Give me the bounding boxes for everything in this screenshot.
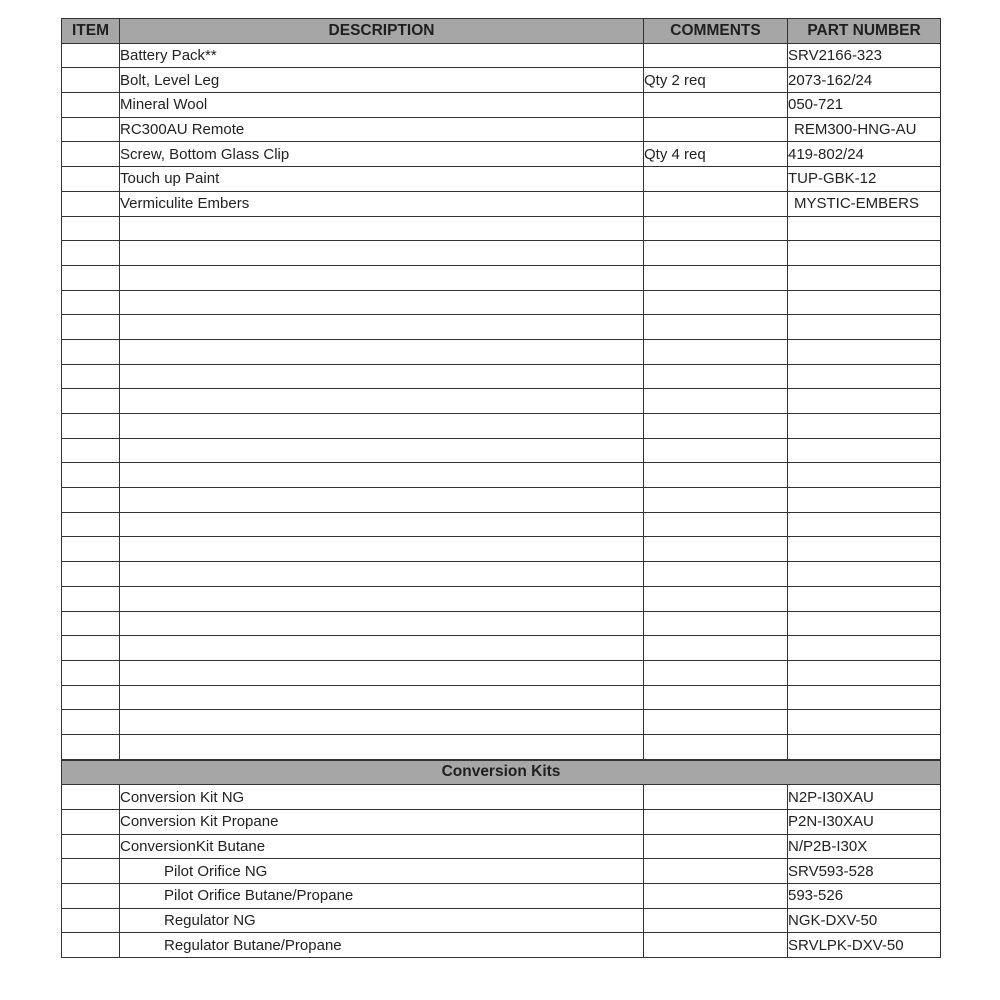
comments-cell [644,339,788,364]
comments-cell [644,167,788,192]
part-number-cell [788,216,941,241]
part-number-cell [788,438,941,463]
item-cell [62,167,120,192]
part-number-cell: TUP-GBK-12 [788,167,941,192]
item-cell [62,191,120,216]
item-cell [62,142,120,167]
comments-cell [644,290,788,315]
item-cell [62,660,120,685]
part-number-cell [788,660,941,685]
comments-cell [644,488,788,513]
item-cell [62,339,120,364]
empty-row [62,586,941,611]
comments-cell [644,438,788,463]
comments-cell [644,859,788,884]
description-cell [120,216,644,241]
description-cell [120,586,644,611]
section-header-row [62,760,941,785]
item-cell [62,93,120,118]
empty-row [62,364,941,389]
comments-cell [644,810,788,835]
comments-cell [644,463,788,488]
item-cell [62,117,120,142]
part-number-cell: 2073-162/24 [788,68,941,93]
description-cell: Vermiculite Embers [120,191,644,216]
item-cell [62,241,120,266]
table-row [62,167,941,192]
comments-cell [644,636,788,661]
item-cell [62,933,120,958]
comments-cell [644,685,788,710]
description-cell: Bolt, Level Leg [120,68,644,93]
description-cell: RC300AU Remote [120,117,644,142]
comments-cell [644,537,788,562]
part-number-cell [788,488,941,513]
item-cell [62,859,120,884]
comments-cell [644,265,788,290]
comments-cell [644,414,788,439]
comments-cell [644,734,788,759]
description-cell: Touch up Paint [120,167,644,192]
item-cell [62,414,120,439]
description-cell: Conversion Kit NG [120,785,644,810]
part-number-cell [788,586,941,611]
description-cell: Mineral Wool [120,93,644,118]
part-number-cell [788,537,941,562]
section-title: Conversion Kits [62,760,941,785]
empty-row [62,562,941,587]
empty-row [62,438,941,463]
part-number-cell: NGK-DXV-50 [788,908,941,933]
table-row [62,117,941,142]
part-number-cell [788,710,941,735]
part-number-cell [788,364,941,389]
part-number-cell: REM300-HNG-AU [788,117,941,142]
description-cell: Conversion Kit Propane [120,810,644,835]
description-cell [120,265,644,290]
part-number-cell [788,241,941,266]
description-cell [120,290,644,315]
part-number-cell [788,339,941,364]
description-cell: Pilot Orifice Butane/Propane [120,884,644,909]
item-cell [62,438,120,463]
table-row [62,93,941,118]
description-cell [120,241,644,266]
description-cell [120,315,644,340]
empty-row [62,710,941,735]
comments-cell [644,93,788,118]
description-cell [120,734,644,759]
empty-row [62,290,941,315]
description-cell [120,562,644,587]
description-cell: Regulator Butane/Propane [120,933,644,958]
part-number-cell [788,290,941,315]
item-cell [62,537,120,562]
empty-row [62,389,941,414]
comments-cell [644,241,788,266]
header-item: ITEM [62,19,120,44]
comments-cell [644,908,788,933]
description-cell: Screw, Bottom Glass Clip [120,142,644,167]
empty-row [62,537,941,562]
comments-cell [644,710,788,735]
description-cell [120,710,644,735]
table-row [62,68,941,93]
item-cell [62,908,120,933]
part-number-cell [788,463,941,488]
description-cell [120,389,644,414]
item-cell [62,562,120,587]
item-cell [62,785,120,810]
comments-cell [644,216,788,241]
item-cell [62,734,120,759]
empty-row [62,241,941,266]
comments-cell [644,562,788,587]
comments-cell: Qty 4 req [644,142,788,167]
empty-row [62,660,941,685]
description-cell [120,537,644,562]
part-number-cell [788,315,941,340]
header-description: DESCRIPTION [120,19,644,44]
comments-cell [644,785,788,810]
table-row [62,43,941,68]
description-cell: Battery Pack** [120,43,644,68]
item-cell [62,463,120,488]
table-row [62,834,941,859]
comments-cell [644,43,788,68]
header-part-number: PART NUMBER [788,19,941,44]
comments-cell [644,315,788,340]
part-number-cell [788,685,941,710]
item-cell [62,810,120,835]
description-cell [120,364,644,389]
part-number-cell [788,611,941,636]
table-row [62,859,941,884]
part-number-cell: P2N-I30XAU [788,810,941,835]
empty-row [62,611,941,636]
item-cell [62,512,120,537]
comments-cell [644,884,788,909]
empty-row [62,685,941,710]
description-cell [120,660,644,685]
item-cell [62,265,120,290]
part-number-cell: N2P-I30XAU [788,785,941,810]
description-cell [120,463,644,488]
empty-row [62,339,941,364]
conversion-kits-section [62,760,941,958]
empty-row [62,315,941,340]
item-cell [62,43,120,68]
table-row [62,785,941,810]
parts-table [61,18,941,958]
table-row [62,142,941,167]
part-number-cell [788,636,941,661]
table-row [62,908,941,933]
item-cell [62,586,120,611]
description-cell: Pilot Orifice NG [120,859,644,884]
empty-row [62,216,941,241]
description-cell [120,488,644,513]
part-number-cell: SRV593-528 [788,859,941,884]
item-cell [62,611,120,636]
description-cell [120,636,644,661]
description-cell [120,438,644,463]
item-cell [62,389,120,414]
comments-cell [644,611,788,636]
description-cell: ConversionKit Butane [120,834,644,859]
table-row [62,884,941,909]
part-number-cell [788,734,941,759]
table-row [62,933,941,958]
item-cell [62,834,120,859]
empty-row [62,463,941,488]
comments-cell: Qty 2 req [644,68,788,93]
item-cell [62,216,120,241]
comments-cell [644,933,788,958]
comments-cell [644,512,788,537]
comments-cell [644,117,788,142]
part-number-cell: 593-526 [788,884,941,909]
item-cell [62,364,120,389]
comments-cell [644,191,788,216]
table-row [62,191,941,216]
item-cell [62,290,120,315]
item-cell [62,884,120,909]
empty-row [62,636,941,661]
empty-row [62,265,941,290]
parts-body [62,43,941,759]
part-number-cell: 050-721 [788,93,941,118]
description-cell: Regulator NG [120,908,644,933]
item-cell [62,710,120,735]
part-number-cell [788,414,941,439]
description-cell [120,512,644,537]
item-cell [62,636,120,661]
empty-row [62,488,941,513]
comments-cell [644,364,788,389]
description-cell [120,685,644,710]
empty-row [62,734,941,759]
part-number-cell [788,265,941,290]
comments-cell [644,834,788,859]
description-cell [120,611,644,636]
item-cell [62,315,120,340]
part-number-cell: SRV2166-323 [788,43,941,68]
part-number-cell: 419-802/24 [788,142,941,167]
table-row [62,810,941,835]
description-cell [120,339,644,364]
item-cell [62,685,120,710]
item-cell [62,68,120,93]
header-row [62,19,941,44]
comments-cell [644,389,788,414]
part-number-cell [788,512,941,537]
part-number-cell: N/P2B-I30X [788,834,941,859]
comments-cell [644,586,788,611]
empty-row [62,414,941,439]
part-number-cell: MYSTIC-EMBERS [788,191,941,216]
item-cell [62,488,120,513]
description-cell [120,414,644,439]
comments-cell [644,660,788,685]
part-number-cell: SRVLPK-DXV-50 [788,933,941,958]
header-comments: COMMENTS [644,19,788,44]
empty-row [62,512,941,537]
part-number-cell [788,562,941,587]
part-number-cell [788,389,941,414]
